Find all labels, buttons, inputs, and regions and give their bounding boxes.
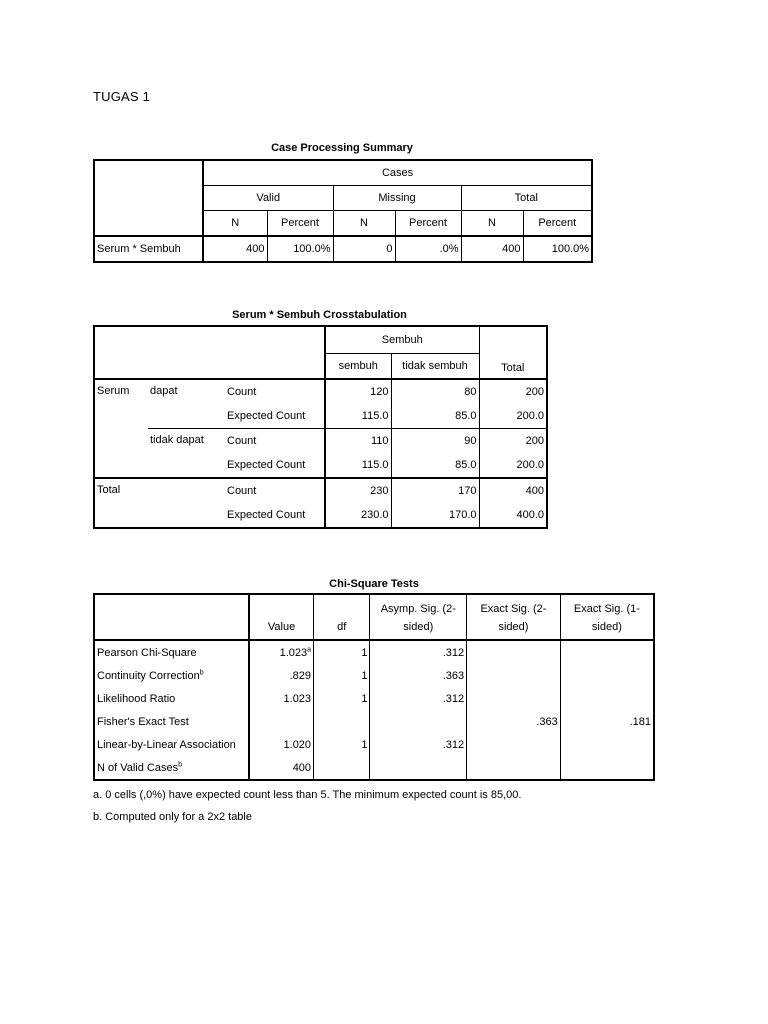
table-cell	[314, 733, 370, 756]
column-header: N	[333, 211, 395, 237]
table-row	[94, 710, 654, 733]
row-label	[94, 733, 249, 756]
row-label	[94, 640, 249, 664]
group-header: Missing	[333, 186, 461, 211]
table-cell	[249, 664, 313, 687]
case-summary-table	[93, 159, 593, 263]
footnote-b: b. Computed only for a 2x2 table	[93, 811, 252, 823]
document-heading: TUGAS 1	[93, 89, 151, 104]
cases-header: Cases	[203, 160, 592, 186]
table-cell	[370, 687, 467, 710]
table-row	[94, 326, 547, 354]
table-cell-text: .829	[289, 669, 312, 682]
chi-square-body	[94, 640, 654, 780]
crosstab-title: Serum * Sembuh Crosstabulation	[232, 309, 407, 321]
table-cell: 200.0	[516, 459, 545, 471]
row-label-text: N of Valid Cases	[97, 761, 179, 774]
table-cell	[249, 756, 313, 780]
table-cell: 400.0	[516, 509, 545, 521]
table-cell	[314, 756, 370, 780]
table-row	[94, 594, 654, 615]
table-cell-text: .312	[442, 646, 465, 659]
stat-label: Count	[225, 478, 325, 503]
table-cell	[249, 687, 313, 710]
table-cell	[370, 710, 467, 733]
row-label-text: Likelihood Ratio	[97, 692, 176, 705]
table-row	[94, 160, 592, 186]
col-group-header: Sembuh	[325, 326, 479, 354]
chi-square-title: Chi-Square Tests	[329, 578, 419, 590]
table-cell	[314, 640, 370, 664]
table-cell: 170	[391, 478, 479, 503]
table-cell: 230.0	[325, 503, 391, 528]
column-header: Exact Sig. (2-	[467, 594, 561, 615]
footnote-a: a. 0 cells (,0%) have expected count less than 5. The minimum expected count is 85,00.	[93, 789, 522, 801]
table-cell-text: .312	[442, 692, 465, 705]
table-cell	[370, 640, 467, 664]
column-header: Percent	[538, 217, 577, 229]
table-row	[94, 379, 547, 404]
table-cell	[467, 756, 561, 780]
table-cell	[314, 710, 370, 733]
table-cell-text: 1	[361, 738, 368, 751]
column-header: sided)	[467, 615, 561, 640]
table-cell: 400	[525, 485, 545, 497]
table-cell: 85.0	[391, 404, 479, 429]
table-cell: 115.0	[325, 453, 391, 478]
table-cell-text: 1.020	[283, 738, 312, 751]
table-cell	[560, 733, 654, 756]
table-cell	[467, 710, 561, 733]
table-row	[94, 733, 654, 756]
column-header: Asymp. Sig. (2-	[370, 594, 467, 615]
table-cell: 85.0	[391, 453, 479, 478]
table-cell: .0%	[395, 236, 461, 262]
table-cell: 200	[525, 386, 545, 398]
table-row	[94, 687, 654, 710]
table-cell-text: 1.023	[279, 646, 308, 659]
table-cell-text: .363	[536, 715, 558, 728]
table-cell: 100.0%	[267, 236, 333, 262]
table-cell: 200	[525, 435, 545, 447]
table-cell: 110	[325, 429, 391, 454]
table-row	[94, 429, 547, 454]
table-cell	[370, 733, 467, 756]
row-label	[94, 664, 249, 687]
table-row	[94, 756, 654, 780]
table-cell	[560, 687, 654, 710]
case-summary-title: Case Processing Summary	[271, 142, 413, 154]
table-cell	[467, 640, 561, 664]
column-header: Exact Sig. (1-	[573, 603, 640, 615]
table-cell	[467, 733, 561, 756]
table-cell	[249, 733, 313, 756]
column-header: tidak sembuh	[391, 354, 479, 380]
table-cell	[314, 687, 370, 710]
table-cell: 100.0%	[551, 243, 590, 255]
table-cell	[560, 640, 654, 664]
table-cell	[370, 664, 467, 687]
table-cell	[249, 710, 313, 733]
table-cell	[467, 687, 561, 710]
row-group-label: tidak dapat	[148, 429, 225, 479]
row-var-label: Serum	[94, 379, 148, 478]
stat-label: Expected Count	[225, 453, 325, 478]
table-cell: 170.0	[391, 503, 479, 528]
chi-square-table	[93, 593, 655, 781]
table-cell: 400	[461, 236, 523, 262]
column-header: Total	[501, 362, 525, 374]
row-label-text: Pearson Chi-Square	[97, 646, 197, 659]
column-header: N	[203, 211, 267, 237]
footnote-marker: b	[199, 668, 204, 676]
row-label	[94, 710, 249, 733]
table-cell: 115.0	[325, 404, 391, 429]
footnote-marker: b	[178, 760, 183, 768]
table-cell-text: 1	[361, 646, 368, 659]
column-header: sided)	[370, 615, 467, 640]
column-header: df	[314, 615, 370, 640]
table-row	[94, 640, 654, 664]
row-label-text: Continuity Correction	[97, 669, 200, 682]
crosstab-table	[93, 325, 548, 529]
table-cell: 230	[325, 478, 391, 503]
row-label	[94, 756, 249, 780]
table-cell	[560, 756, 654, 780]
table-cell	[560, 710, 654, 733]
table-row	[94, 478, 547, 503]
table-cell	[370, 756, 467, 780]
row-label	[94, 687, 249, 710]
table-cell-text: .363	[442, 669, 465, 682]
table-cell-text: 1.023	[283, 692, 312, 705]
table-cell-text: 1	[361, 692, 368, 705]
table-cell: 400	[203, 236, 267, 262]
column-header: N	[461, 211, 523, 237]
table-cell: 80	[391, 379, 479, 404]
table-cell: 90	[391, 429, 479, 454]
column-header: Percent	[267, 211, 333, 237]
group-header: Valid	[203, 186, 333, 211]
footnote-marker: a	[307, 645, 312, 653]
stat-label: Expected Count	[225, 404, 325, 429]
table-cell: 0	[333, 236, 395, 262]
row-label: Serum * Sembuh	[94, 236, 203, 262]
row-label-text: Fisher's Exact Test	[97, 715, 189, 728]
table-cell: 120	[325, 379, 391, 404]
stat-label: Expected Count	[225, 503, 325, 528]
stat-label: Count	[225, 379, 325, 404]
table-row	[94, 664, 654, 687]
column-header: Value	[249, 615, 313, 640]
row-group-label: dapat	[148, 379, 225, 429]
table-cell-text: .312	[442, 738, 465, 751]
table-cell	[249, 640, 313, 664]
table-cell	[467, 664, 561, 687]
table-cell-text: .181	[629, 715, 651, 728]
table-cell-text: 1	[361, 669, 368, 682]
column-header: Percent	[395, 211, 461, 237]
total-label: Total	[97, 484, 121, 496]
column-header: sided)	[591, 621, 622, 633]
table-cell	[560, 664, 654, 687]
table-cell	[314, 664, 370, 687]
group-header: Total	[461, 186, 592, 211]
table-row	[94, 236, 592, 262]
table-cell-text: 400	[292, 761, 312, 774]
stat-label: Count	[225, 429, 325, 454]
table-cell: 200.0	[516, 410, 545, 422]
row-label-text: Linear-by-Linear Association	[97, 738, 236, 751]
column-header: sembuh	[325, 354, 391, 380]
